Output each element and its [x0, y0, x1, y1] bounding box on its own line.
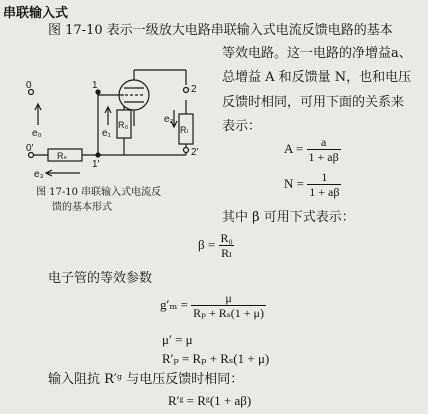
equation-gm-lhs: g′ₘ =	[160, 296, 188, 312]
equation-a	[284, 136, 341, 164]
equation-a-numerator: a	[320, 135, 327, 149]
input-impedance-text: 输入阻抗 R′ᵍ 与电压反馈时相同：	[48, 372, 244, 387]
equation-beta-lhs: β =	[198, 236, 216, 252]
figure-caption-line-2: 馈的基本形式	[52, 202, 112, 213]
label-node-0: 0	[26, 80, 32, 91]
equation-n-denominator: 1 + aβ	[309, 185, 340, 199]
intro-line-2: 等效电路。这一电路的净增益a、	[222, 46, 412, 61]
node-1p	[96, 153, 100, 157]
equation-rp: R′ₚ = Rₚ + Rₛ(1 + μ)	[162, 351, 270, 366]
label-e2: e₂	[164, 114, 174, 125]
label-rl: Rₗ	[180, 125, 188, 135]
label-node-0p: 0'	[26, 143, 34, 154]
equation-a-denominator: 1 + aβ	[308, 150, 339, 164]
terminal-2p	[184, 148, 189, 153]
equation-gm	[160, 292, 266, 320]
label-node-1p: 1'	[92, 159, 100, 170]
equation-beta	[198, 232, 235, 260]
label-node-1: 1	[92, 80, 98, 91]
equation-n-lhs: N =	[284, 175, 304, 191]
label-e0: e₀	[32, 128, 42, 139]
equation-rg: R′ᵍ = Rᵍ(1 + aβ)	[168, 393, 252, 408]
terminal-2	[184, 88, 189, 93]
equation-mu: μ′ = μ	[162, 332, 193, 347]
tube-params-heading: 电子管的等效参数	[48, 271, 153, 286]
label-rs: Rₛ	[57, 151, 67, 161]
equation-gm-denominator: Rₚ + Rₛ(1 + μ)	[193, 306, 264, 320]
label-node-2: 2	[191, 84, 197, 95]
intro-line-3: 总增益 A 和反馈量 N，也和电压	[222, 70, 412, 85]
equation-gm-numerator: μ	[225, 291, 232, 305]
equation-n-numerator: 1	[321, 170, 328, 184]
figure-caption-line-1: 图 17-10 串联输入式电流反	[36, 187, 162, 198]
intro-line-4: 反馈时相同，可用下面的关系来	[222, 95, 405, 110]
equation-a-lhs: A =	[284, 140, 304, 156]
intro-line-5: 表示：	[222, 119, 262, 134]
intro-line-1: 图 17-10 表示一级放大电路串联输入式电流反馈电路的基本	[48, 23, 393, 38]
section-title: 串联输入式	[3, 6, 69, 21]
label-e1: e₁	[102, 128, 111, 139]
label-node-2p: 2'	[191, 147, 199, 158]
equation-beta-numerator: R₀	[220, 231, 233, 245]
equation-n	[284, 171, 341, 199]
beta-intro-text: 其中 β 可用下式表示：	[222, 210, 355, 225]
circuit-diagram	[26, 50, 216, 185]
label-rg: R₀	[118, 120, 129, 130]
label-e3: e₃	[34, 169, 44, 180]
equation-beta-denominator: Rₗ	[221, 246, 232, 260]
